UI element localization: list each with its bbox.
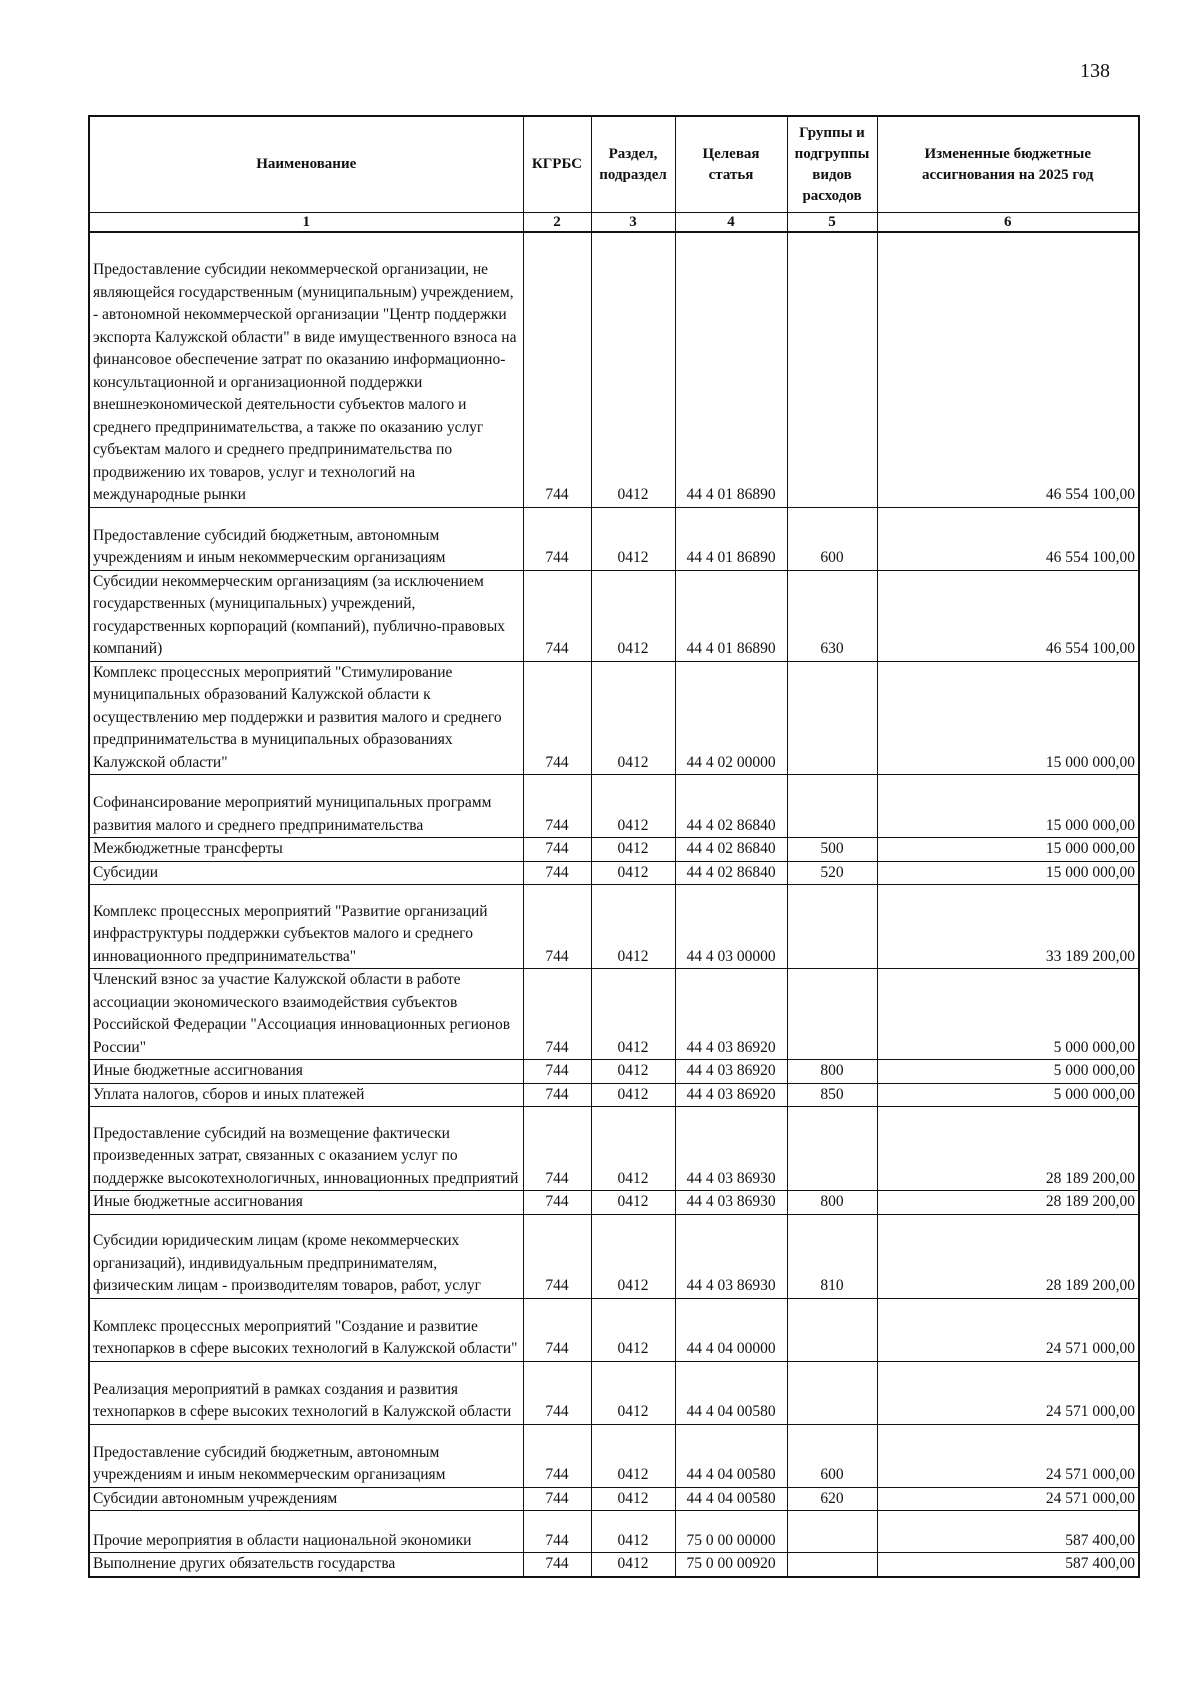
- column-number: 3: [591, 213, 675, 233]
- budget-table: [88, 115, 1140, 1578]
- row-group: 500: [787, 838, 877, 862]
- table-row: [89, 1214, 1139, 1298]
- header-amount: Измененные бюджетные ассигнования на 2025 год: [877, 116, 1139, 213]
- row-section: 0412: [591, 1214, 675, 1298]
- row-section: 0412: [591, 1298, 675, 1361]
- row-amount: 46 554 100,00: [877, 507, 1139, 570]
- row-target: 44 4 04 00580: [675, 1424, 787, 1487]
- row-section: 0412: [591, 969, 675, 1060]
- row-kgrbs: 744: [523, 885, 591, 969]
- header-target: Целевая статья: [675, 116, 787, 213]
- row-kgrbs: 744: [523, 1487, 591, 1511]
- row-amount: 15 000 000,00: [877, 861, 1139, 885]
- row-amount: 5 000 000,00: [877, 969, 1139, 1060]
- row-name: Субсидии некоммерческим организациям (за исключением государственных (муниципальных) учреждений, государственных корпораций (компаний), публично-правовых компаний): [89, 570, 523, 661]
- row-name: Иные бюджетные ассигнования: [89, 1191, 523, 1215]
- row-name: Субсидии автономным учреждениям: [89, 1487, 523, 1511]
- table-body: [89, 232, 1139, 1577]
- row-target: 44 4 03 00000: [675, 885, 787, 969]
- row-amount: 24 571 000,00: [877, 1487, 1139, 1511]
- row-group: [787, 232, 877, 507]
- row-section: 0412: [591, 1083, 675, 1107]
- row-name: Выполнение других обязательств государства: [89, 1553, 523, 1577]
- header-section: Раздел, подраздел: [591, 116, 675, 213]
- row-amount: 24 571 000,00: [877, 1424, 1139, 1487]
- row-section: 0412: [591, 1107, 675, 1191]
- row-target: 44 4 03 86930: [675, 1107, 787, 1191]
- row-kgrbs: 744: [523, 1298, 591, 1361]
- table-row: [89, 969, 1139, 1060]
- table-row: [89, 1553, 1139, 1577]
- header-kgrbs: КГРБС: [523, 116, 591, 213]
- row-section: 0412: [591, 1191, 675, 1215]
- row-section: 0412: [591, 1361, 675, 1424]
- row-group: [787, 885, 877, 969]
- table-row: [89, 775, 1139, 838]
- page-number: 138: [1080, 60, 1110, 82]
- row-name: Предоставление субсидий бюджетным, автономным учреждениям и иным некоммерческим организациям: [89, 507, 523, 570]
- row-target: 44 4 03 86920: [675, 1060, 787, 1084]
- row-name: Иные бюджетные ассигнования: [89, 1060, 523, 1084]
- row-target: 44 4 01 86890: [675, 232, 787, 507]
- row-target: 44 4 02 00000: [675, 661, 787, 775]
- row-group: 620: [787, 1487, 877, 1511]
- row-kgrbs: 744: [523, 570, 591, 661]
- row-section: 0412: [591, 1487, 675, 1511]
- column-number: 2: [523, 213, 591, 233]
- row-target: 44 4 01 86890: [675, 507, 787, 570]
- row-amount: 28 189 200,00: [877, 1191, 1139, 1215]
- row-kgrbs: 744: [523, 1191, 591, 1215]
- row-group: [787, 1553, 877, 1577]
- row-group: 800: [787, 1191, 877, 1215]
- row-group: [787, 969, 877, 1060]
- row-amount: 15 000 000,00: [877, 775, 1139, 838]
- row-name: Прочие мероприятия в области национальной экономики: [89, 1511, 523, 1553]
- row-section: 0412: [591, 885, 675, 969]
- header-name: Наименование: [89, 116, 523, 213]
- row-target: 44 4 03 86930: [675, 1214, 787, 1298]
- row-section: 0412: [591, 838, 675, 862]
- row-amount: 15 000 000,00: [877, 661, 1139, 775]
- row-kgrbs: 744: [523, 861, 591, 885]
- table-row: [89, 570, 1139, 661]
- row-kgrbs: 744: [523, 232, 591, 507]
- row-amount: 28 189 200,00: [877, 1214, 1139, 1298]
- row-kgrbs: 744: [523, 969, 591, 1060]
- row-amount: 5 000 000,00: [877, 1060, 1139, 1084]
- row-name: Межбюджетные трансферты: [89, 838, 523, 862]
- row-name: Субсидии: [89, 861, 523, 885]
- row-amount: 33 189 200,00: [877, 885, 1139, 969]
- row-kgrbs: 744: [523, 1083, 591, 1107]
- row-section: 0412: [591, 1424, 675, 1487]
- row-kgrbs: 744: [523, 1361, 591, 1424]
- row-group: [787, 1361, 877, 1424]
- row-target: 44 4 02 86840: [675, 861, 787, 885]
- table-row: [89, 1511, 1139, 1553]
- table-row: [89, 1424, 1139, 1487]
- row-target: 44 4 04 00580: [675, 1487, 787, 1511]
- row-kgrbs: 744: [523, 775, 591, 838]
- row-section: 0412: [591, 232, 675, 507]
- row-name: Комплекс процессных мероприятий "Развитие организаций инфраструктуры поддержки субъектов малого и среднего инновационного предпринимательства": [89, 885, 523, 969]
- row-amount: 46 554 100,00: [877, 570, 1139, 661]
- row-amount: 5 000 000,00: [877, 1083, 1139, 1107]
- table-row: [89, 661, 1139, 775]
- row-target: 44 4 02 86840: [675, 775, 787, 838]
- table-row: [89, 1191, 1139, 1215]
- row-target: 75 0 00 00000: [675, 1511, 787, 1553]
- row-kgrbs: 744: [523, 1553, 591, 1577]
- row-group: [787, 661, 877, 775]
- row-target: 44 4 02 86840: [675, 838, 787, 862]
- row-name: Членский взнос за участие Калужской области в работе ассоциации экономического взаимодействия субъектов Российской Федерации "Ассоциация инновационных регионов России": [89, 969, 523, 1060]
- row-name: Предоставление субсидии некоммерческой организации, не являющейся государственным (муниципальным) учреждением, - автономной некоммерческой организации "Центр поддержки экспорта Калужской области" в виде имущественного взноса на финансовое обеспечение затрат по оказанию информационно-консультационной и организационной поддержки внешнеэкономической деятельности субъектов малого и среднего предпринимательства, а также по оказанию услуг субъектам малого и среднего предпринимательства по продвижению их товаров, услуг и технологий на международные рынки: [89, 232, 523, 507]
- row-group: [787, 1298, 877, 1361]
- row-section: 0412: [591, 507, 675, 570]
- header-groups: Группы и подгруппы видов расходов: [787, 116, 877, 213]
- row-group: [787, 1511, 877, 1553]
- table-row: [89, 232, 1139, 507]
- row-name: Комплекс процессных мероприятий "Создание и развитие технопарков в сфере высоких технологий в Калужской области": [89, 1298, 523, 1361]
- row-section: 0412: [591, 661, 675, 775]
- row-target: 44 4 03 86920: [675, 969, 787, 1060]
- table-row: [89, 1107, 1139, 1191]
- row-kgrbs: 744: [523, 838, 591, 862]
- row-section: 0412: [591, 861, 675, 885]
- table-row: [89, 1361, 1139, 1424]
- row-amount: 587 400,00: [877, 1511, 1139, 1553]
- row-group: [787, 775, 877, 838]
- row-section: 0412: [591, 1553, 675, 1577]
- row-name: Предоставление субсидий на возмещение фактически произведенных затрат, связанных с оказанием услуг по поддержке высокотехнологичных, инновационных предприятий: [89, 1107, 523, 1191]
- row-kgrbs: 744: [523, 661, 591, 775]
- table-row: [89, 507, 1139, 570]
- column-number: 5: [787, 213, 877, 233]
- row-name: Субсидии юридическим лицам (кроме некоммерческих организаций), индивидуальным предпринимателям, физическим лицам - производителям товаров, работ, услуг: [89, 1214, 523, 1298]
- row-name: Реализация мероприятий в рамках создания и развития технопарков в сфере высоких технологий в Калужской области: [89, 1361, 523, 1424]
- row-kgrbs: 744: [523, 1107, 591, 1191]
- row-kgrbs: 744: [523, 1060, 591, 1084]
- row-name: Уплата налогов, сборов и иных платежей: [89, 1083, 523, 1107]
- row-group: 850: [787, 1083, 877, 1107]
- row-target: 44 4 04 00580: [675, 1361, 787, 1424]
- row-kgrbs: 744: [523, 507, 591, 570]
- row-target: 44 4 01 86890: [675, 570, 787, 661]
- row-group: [787, 1107, 877, 1191]
- row-name: Комплекс процессных мероприятий "Стимулирование муниципальных образований Калужской области к осуществлению мер поддержки и развития малого и среднего предпринимательства в муниципальных образованиях Калужской области": [89, 661, 523, 775]
- column-number: 6: [877, 213, 1139, 233]
- row-amount: 28 189 200,00: [877, 1107, 1139, 1191]
- column-number: 1: [89, 213, 523, 233]
- row-section: 0412: [591, 1060, 675, 1084]
- row-group: 600: [787, 507, 877, 570]
- row-amount: 24 571 000,00: [877, 1298, 1139, 1361]
- row-kgrbs: 744: [523, 1511, 591, 1553]
- table-row: [89, 1298, 1139, 1361]
- row-kgrbs: 744: [523, 1424, 591, 1487]
- row-amount: 15 000 000,00: [877, 838, 1139, 862]
- row-name: Предоставление субсидий бюджетным, автономным учреждениям и иным некоммерческим организациям: [89, 1424, 523, 1487]
- row-amount: 46 554 100,00: [877, 232, 1139, 507]
- table-row: [89, 1487, 1139, 1511]
- column-number: 4: [675, 213, 787, 233]
- table-row: [89, 861, 1139, 885]
- table-row: [89, 885, 1139, 969]
- row-group: 630: [787, 570, 877, 661]
- row-target: 44 4 03 86920: [675, 1083, 787, 1107]
- row-section: 0412: [591, 1511, 675, 1553]
- row-group: 810: [787, 1214, 877, 1298]
- table-row: [89, 1060, 1139, 1084]
- table-row: [89, 838, 1139, 862]
- row-kgrbs: 744: [523, 1214, 591, 1298]
- row-target: 44 4 04 00000: [675, 1298, 787, 1361]
- row-target: 44 4 03 86930: [675, 1191, 787, 1215]
- row-group: 520: [787, 861, 877, 885]
- table-row: [89, 1083, 1139, 1107]
- row-section: 0412: [591, 570, 675, 661]
- row-name: Софинансирование мероприятий муниципальных программ развития малого и среднего предпринимательства: [89, 775, 523, 838]
- row-amount: 24 571 000,00: [877, 1361, 1139, 1424]
- row-section: 0412: [591, 775, 675, 838]
- row-group: 600: [787, 1424, 877, 1487]
- row-amount: 587 400,00: [877, 1553, 1139, 1577]
- row-group: 800: [787, 1060, 877, 1084]
- row-target: 75 0 00 00920: [675, 1553, 787, 1577]
